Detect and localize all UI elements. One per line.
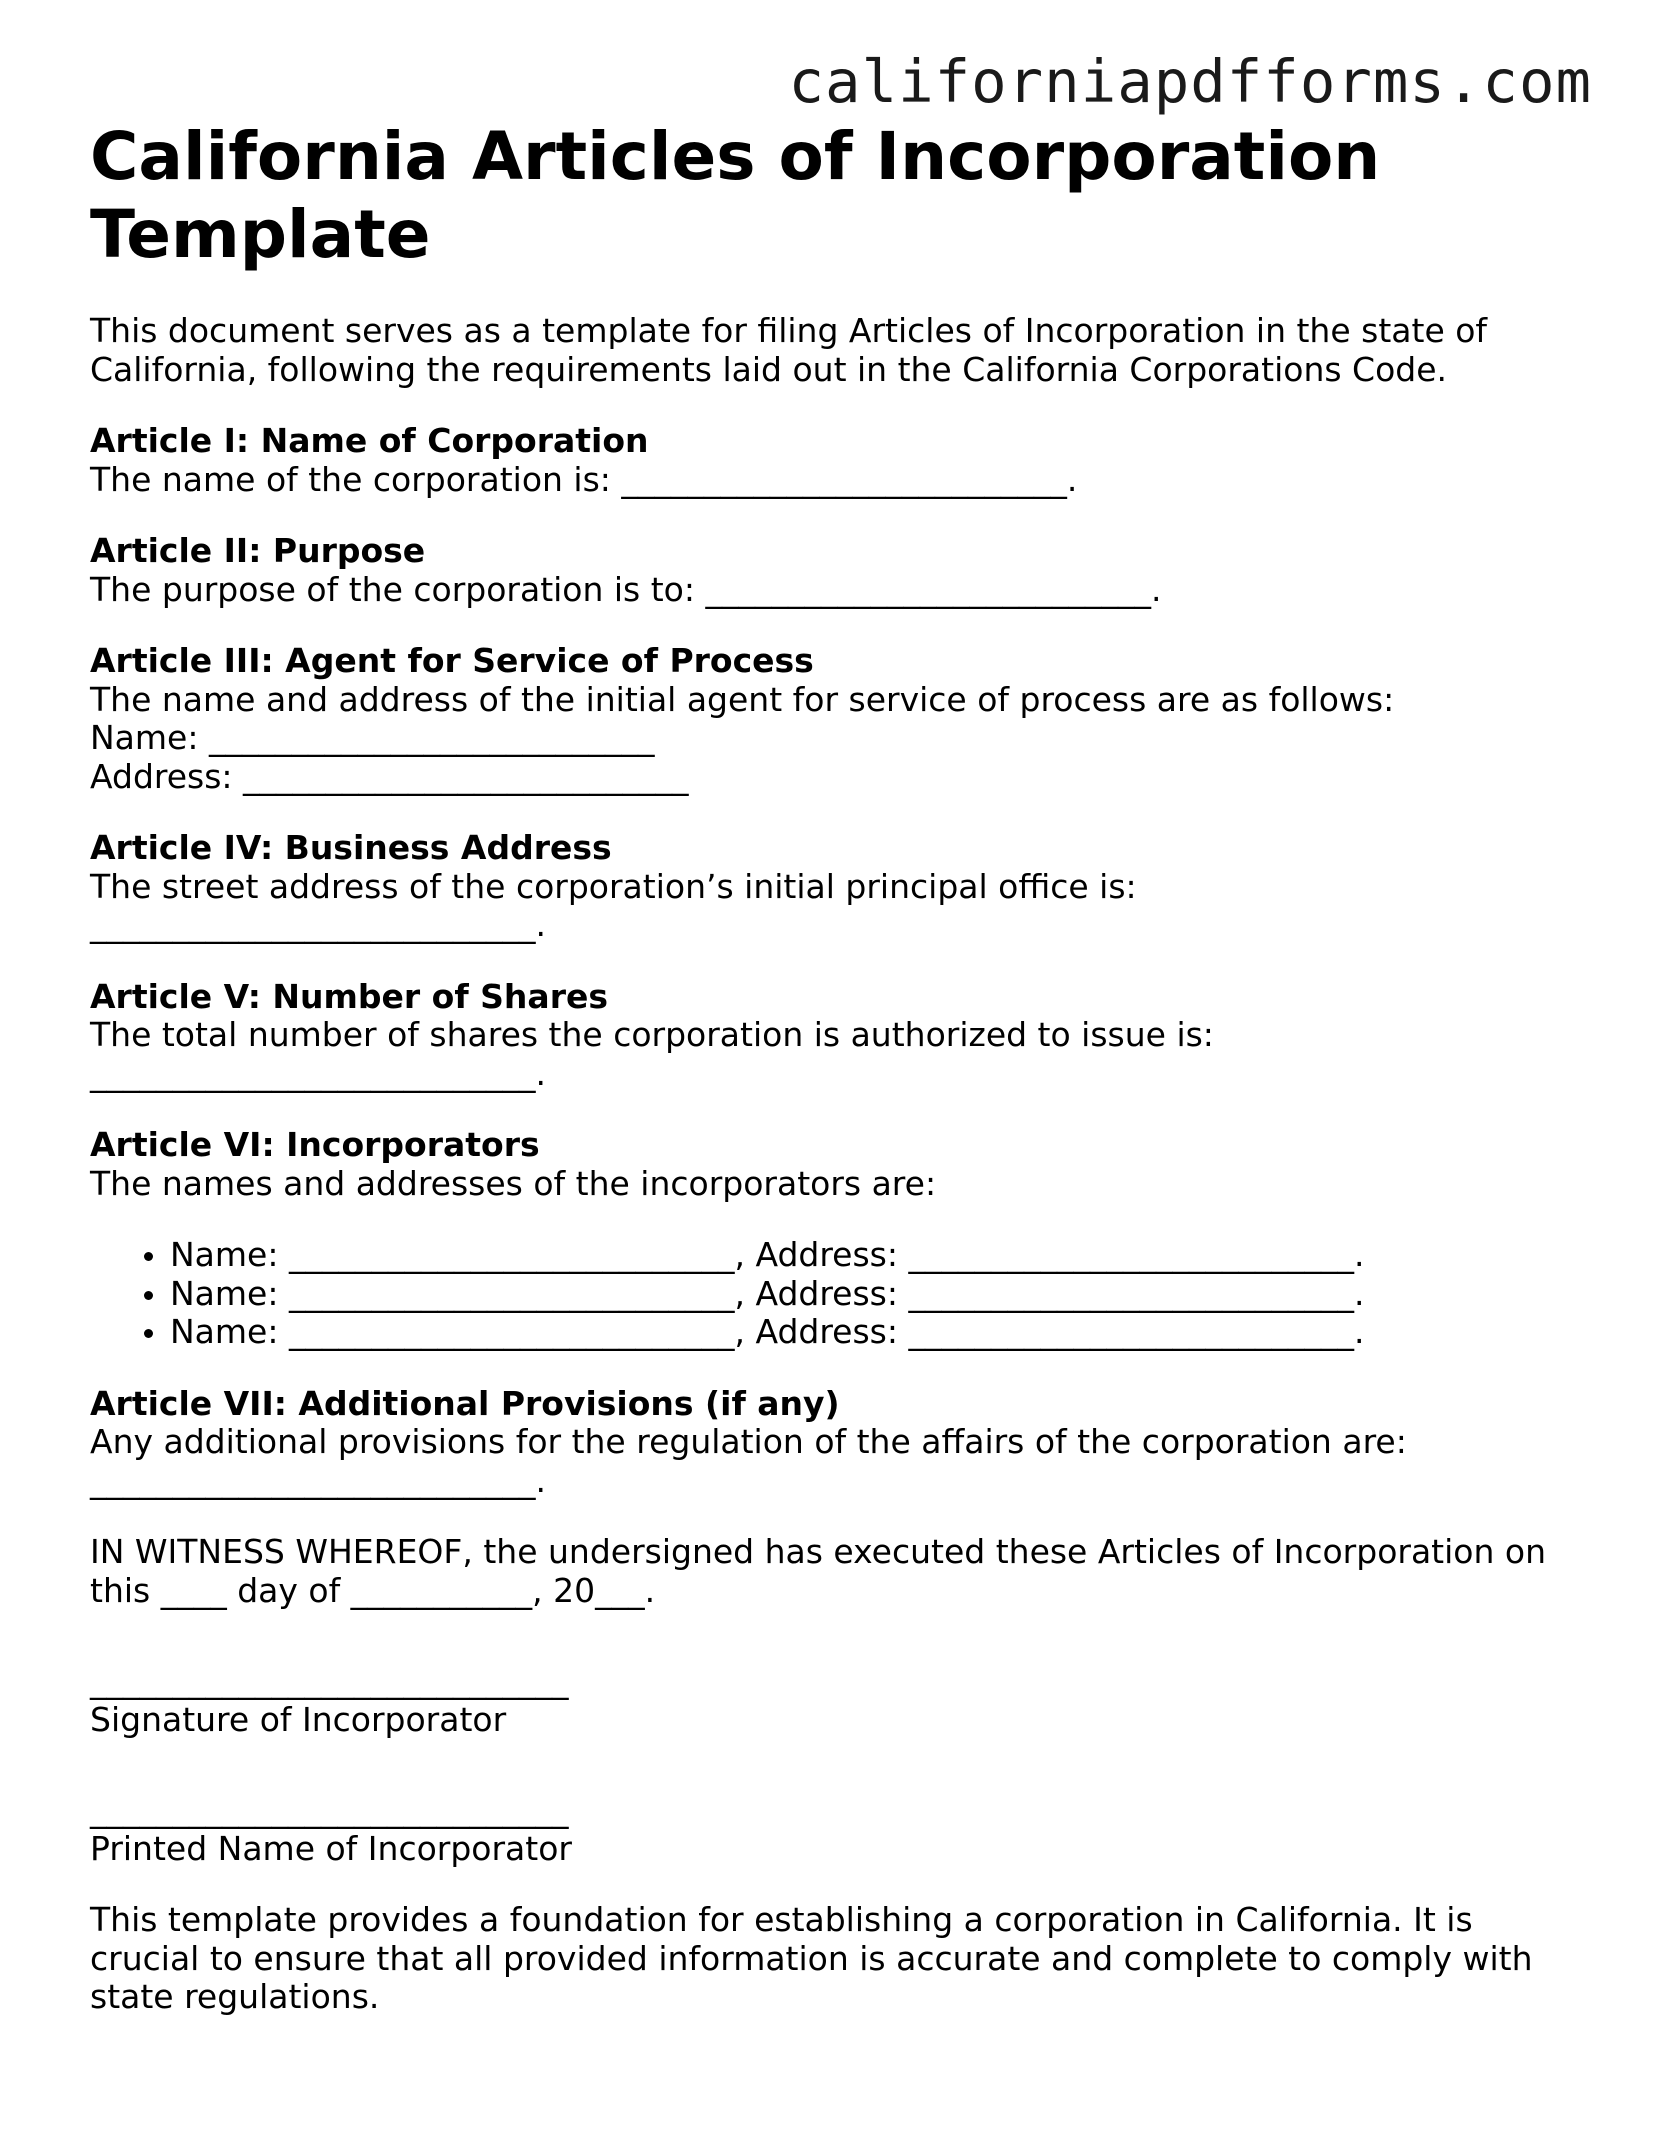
printed-name-line: _____________________________ <box>90 1790 569 1829</box>
article-2 <box>90 532 1580 609</box>
shares-blank: ___________________________. <box>90 1053 546 1093</box>
witness-paragraph: IN WITNESS WHEREOF, the undersigned has executed these Articles of Incorporation on this ____ day of ___________, 20___. <box>90 1532 1546 1610</box>
signature-block <box>90 1662 1580 1739</box>
article-6-text: The names and addresses of the incorporators are: <box>90 1163 937 1203</box>
article-4-text: The street address of the corporation’s initial principal office is: <box>90 866 1137 906</box>
signature-line: _____________________________ <box>90 1661 569 1700</box>
additional-provisions-blank: ___________________________. <box>90 1460 546 1500</box>
article-3-text: The name and address of the initial agent for service of process are as follows: <box>90 679 1395 719</box>
list-item: Name: ___________________________, Address: ___________________________. <box>170 1275 1580 1314</box>
article-6 <box>90 1126 1580 1352</box>
list-item: Name: ___________________________, Address: ___________________________. <box>170 1236 1580 1275</box>
incorporators-list <box>90 1236 1580 1352</box>
printed-name-label: Printed Name of Incorporator <box>90 1828 572 1868</box>
article-2-text: The purpose of the corporation is to: ___________________________. <box>90 569 1162 609</box>
intro-paragraph: This document serves as a template for filing Articles of Incorporation in the state of California, following the requirements laid out in the California Corporations Code. <box>90 311 1488 389</box>
article-3-title: Article III: Agent for Service of Process <box>90 641 814 680</box>
article-4 <box>90 829 1580 945</box>
printed-name-block <box>90 1791 1580 1868</box>
article-6-title: Article VI: Incorporators <box>90 1125 540 1164</box>
signature-label: Signature of Incorporator <box>90 1699 507 1739</box>
closing-paragraph: This template provides a foundation for establishing a corporation in California. It is crucial to ensure that all provided information is accurate and complete to comply with state regulations. <box>90 1900 1533 2016</box>
article-5-text: The total number of shares the corporation is authorized to issue is: <box>90 1015 1214 1054</box>
article-3 <box>90 642 1580 796</box>
article-7-title: Article VII: Additional Provisions (if any) <box>90 1383 840 1423</box>
article-5 <box>90 978 1580 1094</box>
article-7-text: Any additional provisions for the regulation of the affairs of the corporation are: <box>90 1422 1407 1461</box>
document-title: California Articles of Incorporation Template <box>90 118 1381 273</box>
list-item: Name: ___________________________, Address: ___________________________. <box>170 1313 1580 1352</box>
article-4-title: Article IV: Business Address <box>90 828 612 867</box>
document-body <box>90 312 1580 2017</box>
article-7 <box>90 1385 1580 1501</box>
article-1-text: The name of the corporation is: ___________________________. <box>90 459 1078 499</box>
article-1-title: Article I: Name of Corporation <box>90 421 649 460</box>
watermark: californiapdfforms.com <box>788 47 1592 116</box>
agent-address-line: Address: ___________________________ <box>90 756 689 796</box>
article-1 <box>90 422 1580 499</box>
business-address-blank: ___________________________. <box>90 905 546 944</box>
agent-name-line: Name: ___________________________ <box>90 718 655 757</box>
article-2-title: Article II: Purpose <box>90 531 426 570</box>
article-5-title: Article V: Number of Shares <box>90 976 608 1016</box>
